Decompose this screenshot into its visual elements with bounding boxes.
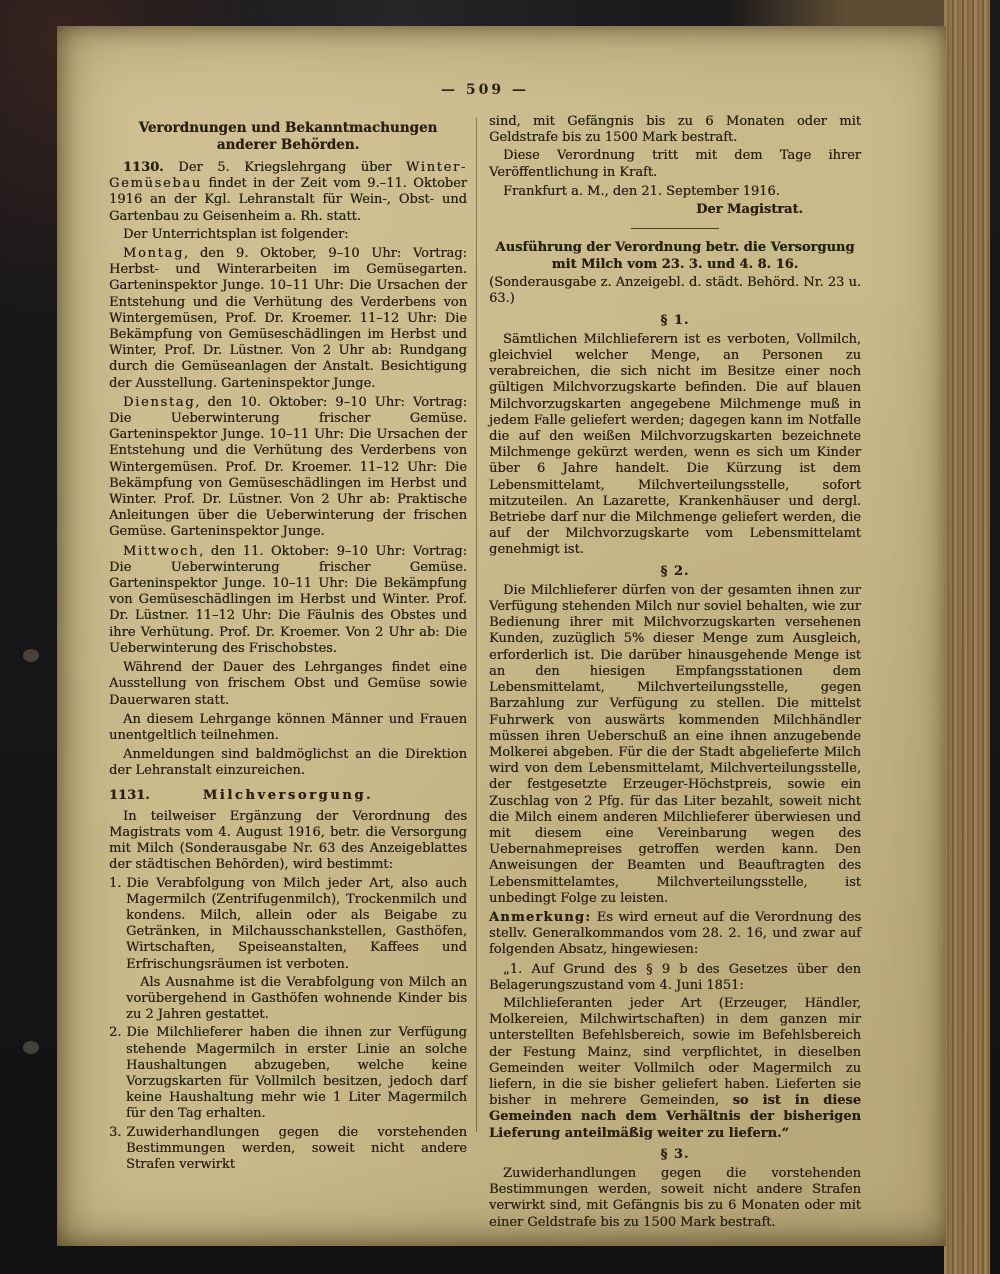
item-title: Milchversorgung. bbox=[202, 787, 374, 803]
note-paragraph bbox=[489, 910, 861, 959]
right-column bbox=[489, 114, 861, 1233]
quote-text-bold: so ist in diese Gemeinden nach dem Verhältnis der bisherigen Lieferung anteilmäßig weiter zu liefern.“ bbox=[489, 1093, 862, 1141]
schedule-text: , den 10. Oktober: 9–10 Uhr: Vortrag: Die Ueberwinterung frischer Gemüse. Garteninspektor Junge. 10–11 Uhr: Die Ursachen der Entstehung und die Verhütung des Verderbens von Wintergemüsen. Prof. Dr. Kroemer. 11–12 Uhr: Die Bekämpfung von Gemüseschädlingen im Herbst und Winter. Prof. Dr. Lüstner. Von 2 Uhr ab: Praktische Anleitungen über die Ueberwinterung der frischen Gemüse. Garteninspektor Junge. bbox=[109, 394, 467, 540]
day-name: Dienstag bbox=[123, 394, 196, 410]
schedule-tuesday bbox=[109, 395, 467, 541]
item-1130-paragraph bbox=[109, 160, 467, 225]
item-1131-heading bbox=[109, 788, 467, 804]
paper-sheet bbox=[57, 26, 946, 1246]
note-text: Es wird erneut auf die Verordnung des stellv. Generalkommandos vom 28. 2. 16, und zwar auf folgenden Absatz, hingewiesen: bbox=[489, 909, 862, 958]
binder-hole bbox=[23, 649, 39, 662]
rule-item-1-exception: Als Ausnahme ist die Verabfolgung von Milch an vorübergehend in Gasthöfen wohnende Kinder bis zu 2 Jahren gestattet. bbox=[126, 974, 467, 1023]
plan-intro: Der Unterrichtsplan ist folgender: bbox=[123, 226, 349, 242]
section-1-label: § 1. bbox=[660, 312, 690, 328]
book-page-edges-top bbox=[726, 0, 946, 26]
rule-item-3 bbox=[109, 1125, 467, 1174]
schedule-monday bbox=[109, 246, 467, 392]
section-heading: Verordnungen und Bekanntmachungen anderer Behörden. bbox=[138, 120, 438, 153]
exhibition-paragraph: Während der Dauer des Lehrganges findet eine Ausstellung von frischem Obst und Gemüse sowie Dauerwaren statt. bbox=[109, 660, 467, 708]
milk-intro-paragraph: In teilweiser Ergänzung der Verordnung des Magistrats vom 4. August 1916, betr. die Versorgung mit Milch (Sonderausgabe Nr. 63 des Anzeigeblattes der städtischen Behörden), wird bestimmt: bbox=[109, 808, 467, 873]
effective-paragraph: Diese Verordnung tritt mit dem Tage ihrer Veröffentlichung in Kraft. bbox=[489, 148, 861, 180]
item-text: Der 5. Kriegslehrgang über bbox=[178, 160, 406, 175]
section-3-label: § 3. bbox=[660, 1146, 690, 1162]
note-label: Anmerkung: bbox=[489, 909, 592, 925]
place-date: Frankfurt a. M., den 21. September 1916. bbox=[503, 183, 780, 199]
milk-order-heading: Ausführung der Verordnung betr. die Versorgung mit Milch vom 23. 3. und 4. 8. 16. bbox=[495, 240, 855, 272]
quote-body bbox=[489, 996, 861, 1142]
day-name: Montag bbox=[123, 246, 185, 262]
section-3-text: Zuwiderhandlungen gegen die vorstehenden Bestimmungen werden, soweit nicht andere Strafen verwirkt sind, mit Gefängnis bis zu 6 Monaten oder mit einer Geldstrafe bis zu 1500 Mark bestraft. bbox=[489, 1165, 861, 1230]
column-divider bbox=[476, 118, 477, 1132]
rule-number: 2. bbox=[109, 1025, 122, 1041]
rule-item-1 bbox=[109, 876, 467, 973]
rule-number: 3. bbox=[109, 1124, 122, 1140]
section-1-text: Sämtlichen Milchlieferern ist es verboten, Vollmilch, gleichviel welcher Menge, an Personen zu verabreichen, die sich nicht im Besitze einer noch gültigen Milchvorzugskarte befinden. Die auf blauen Milchvorzugskarten angegebene Milchmenge muß in jedem Falle geliefert werden; dagegen kann im Notfalle die auf den weißen Milchvorzugskarten bezeichnete Milchmenge gekürzt werden, wenn es sich um Kinder über 6 Jahre handelt. Die Kürzung ist dem Lebensmittelamt, Milchverteilungsstelle, sofort mitzuteilen. An Lazarette, Krankenhäuser und dergl. Betriebe darf nur die Milchmenge geliefert werden, die auf der Milchvorzugskarte vom Lebensmittelamt genehmigt ist. bbox=[489, 331, 861, 558]
signature: Der Magistrat. bbox=[696, 202, 803, 218]
section-2-text: Die Milchlieferer dürfen von der gesamten ihnen zur Verfügung stehenden Milch nur soviel behalten, wie zur Bedienung ihrer mit Milchvorzugskarten versehenen Kunden, zuzüglich 5% dieser Menge zum Ausgleich, erforderlich ist. Die darüber hinausgehende Menge ist an den hiesigen Empfangsstationen dem Lebensmittelamt, Milchverteilungsstelle, gegen Barzahlung zur Verfügung zu stellen. Die mittelst Fuhrwerk von auswärts kommenden Milchhändler müssen ihren Ueberschuß an eine ihnen anzugebende Molkerei abgeben. Für die der Stadt abgelieferte Milch wird von dem Lebensmittelamt, Milchverteilungsstelle, der festgesetzte Erzeuger-Höchstpreis, sowie ein Zuschlag von 2 Pfg. für das Liter bezahlt, soweit nicht die Milch einem anderen Milchlieferer überwiesen und mit diesem eine Vereinbarung wegen des Uebernahmepreises getroffen werden kann. Den Anweisungen der Beamten und Beauftragten des Lebensmittelamtes, Milchverteilungsstelle, ist unbedingt Folge zu leisten. bbox=[489, 582, 861, 906]
page-number: — 509 — bbox=[441, 82, 529, 98]
binder-hole bbox=[23, 1041, 39, 1054]
milk-order-subheading: (Sonderausgabe z. Anzeigebl. d. städt. Behörd. Nr. 23 u. 63.) bbox=[489, 275, 861, 307]
schedule-text: , den 9. Oktober, 9–10 Uhr: Vortrag: Herbst- und Winterarbeiten im Gemüsegarten. Garteninspektor Junge. 10–11 Uhr: Die Ursachen der Entstehung und die Verhütung des Verderbens von Wintergemüsen, Prof. Dr. Kroemer. 11–12 Uhr: Die Bekämpfung von Gemüseschädlingen im Herbst und Winter, Prof. Dr. Lüstner. Von 2 Uhr ab: Rundgang durch die Gemüseanlagen der Anstalt. Besichtigung der Ausstellung. Garteninspektor Junge. bbox=[109, 246, 467, 391]
quote-intro: „1. Auf Grund des § 9 b des Gesetzes über den Belagerungszustand vom 4. Juni 1851: bbox=[489, 961, 861, 993]
rule-text: Die Milchlieferer haben die ihnen zur Verfügung stehende Magermilch in erster Linie an solche Haushaltungen abzugeben, welche keine Vorzugskarten für Vollmilch besitzen, jedoch darf keine Haushaltung mehr wie 1 Liter Magermilch für den Tag erhalten. bbox=[126, 1025, 467, 1122]
item-number: 1131. bbox=[109, 787, 150, 803]
schedule-wednesday bbox=[109, 544, 467, 657]
rule-number: 1. bbox=[109, 875, 122, 891]
rule-item-2 bbox=[109, 1025, 467, 1122]
continuation-paragraph: sind, mit Gefängnis bis zu 6 Monaten oder mit Geldstrafe bis zu 1500 Mark bestraft. bbox=[489, 114, 861, 146]
day-name: Mittwoch bbox=[123, 543, 200, 559]
section-2-label: § 2. bbox=[660, 563, 690, 579]
left-column bbox=[109, 120, 467, 1175]
rule-text: Die Verabfolgung von Milch jeder Art, also auch Magermilch (Zentrifugenmilch), Trockenmilch und kondens. Milch, allein oder als Beigabe zu Getränken, in Milchausschankstellen, Gasthöfen, Wirtschaften, Speiseanstalten, Kaffees und Erfrischungsräumen ist verboten. bbox=[126, 875, 467, 972]
rule-text: Zuwiderhandlungen gegen die vorstehenden Bestimmungen werden, soweit nicht andere Strafen verwirkt bbox=[126, 1124, 467, 1172]
item-text-emphasis: Winter-Gemüsebau bbox=[109, 160, 467, 192]
participation-paragraph: An diesem Lehrgange können Männer und Frauen unentgeltlich teilnehmen. bbox=[109, 711, 467, 743]
registration-paragraph: Anmeldungen sind baldmöglichst an die Direktion der Lehranstalt einzureichen. bbox=[109, 747, 467, 779]
item-text: findet in der Zeit vom 9.–11. Oktober 1916 an der Kgl. Lehranstalt für Wein-, Obst- und Gartenbau zu Geisenheim a. Rh. statt. bbox=[109, 176, 467, 224]
schedule-text: , den 11. Oktober: 9–10 Uhr: Vortrag: Die Ueberwinterung frischer Gemüse. Garteninspektor Junge. 10–11 Uhr: Die Bekämpfung von Gemüseschädlingen im Herbst und Winter. Prof. Dr. Lüstner. 11–12 Uhr: Die Fäulnis des Obstes und ihre Verhütung. Prof. Dr. Kroemer. Von 2 Uhr ab: Die Ueberwinterung des Frischobstes. bbox=[109, 543, 467, 656]
quote-text: Milchlieferanten jeder Art (Erzeuger, Händler, Molkereien, Milchwirtschaften) in dem ganzen mir unterstellten Befehlsbereich, sowie im Befehlsbereich der Festung Mainz, sind verpflichtet, in dieselben Gemeinden weiter Vollmilch oder Magermilch zu liefern, in die sie bisher geliefert haben. Lieferten sie bisher in mehrere Gemeinden, bbox=[489, 995, 861, 1109]
section-divider bbox=[631, 228, 719, 229]
item-number: 1130. bbox=[123, 160, 164, 175]
book-page-edges bbox=[944, 0, 990, 1274]
